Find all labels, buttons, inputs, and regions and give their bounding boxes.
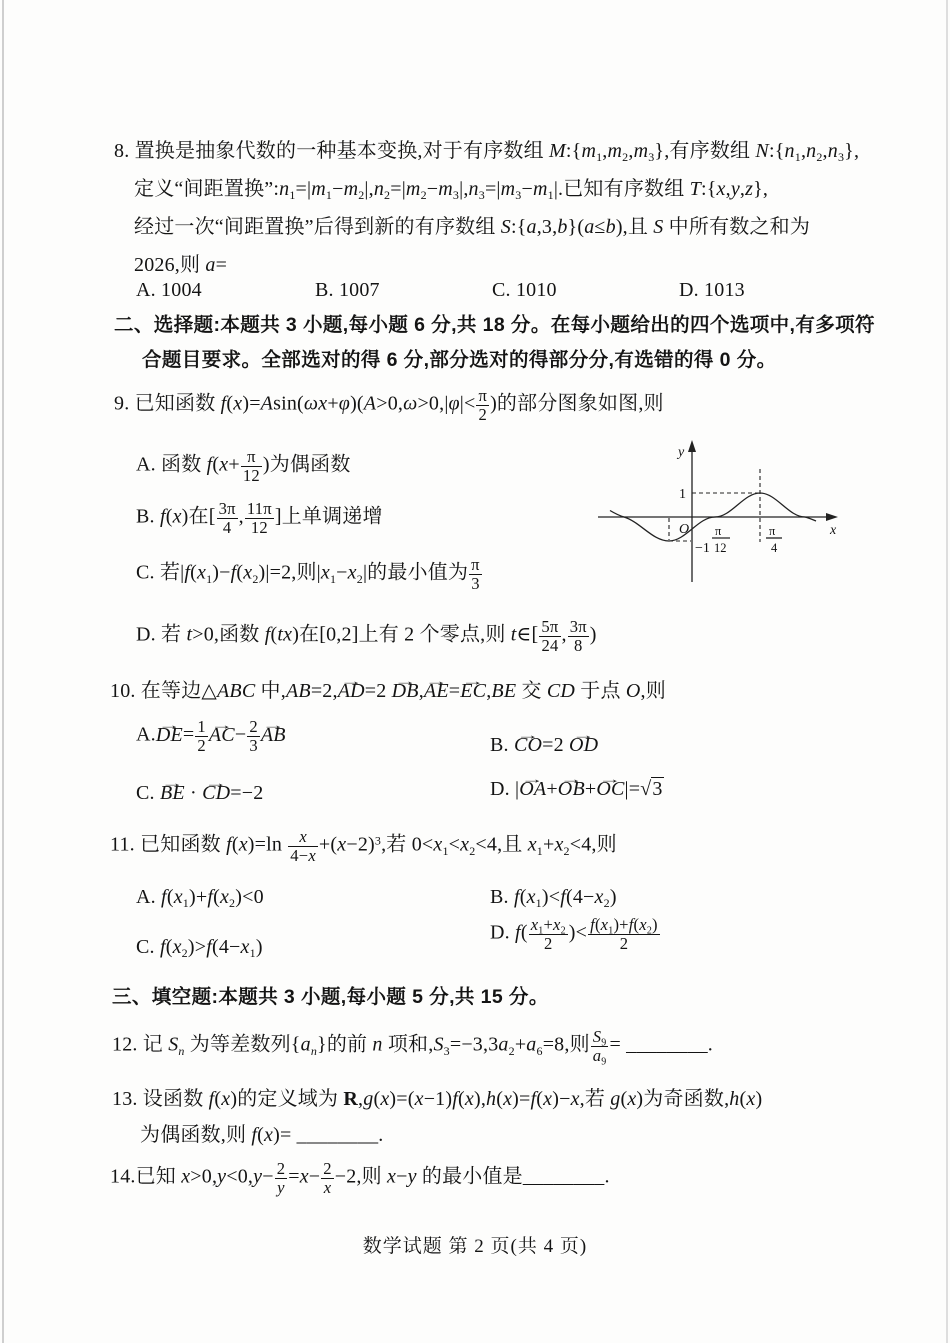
section-3-header: 三、填空题:本题共 3 小题,每小题 5 分,共 15 分。	[112, 986, 549, 1008]
x-axis-label: x	[830, 523, 837, 538]
question-10-option-a: A.→ DE= $\frac{1}{2}$ → AC− $\frac{2}{3}$ → AB	[136, 718, 286, 755]
y-axis-label: y	[678, 445, 685, 460]
tick2-denominator: 4	[771, 541, 778, 555]
question-8-line-4: 2026,则 a=	[134, 254, 228, 276]
question-8-line-3: 经过一次“间距置换”后得到新的有序数组 S:{a,3,b}(a≤b),且 S 中所有数之和为	[134, 216, 811, 238]
question-14-stem: 14.已知 x>0,y<0,y− $\frac{2}{y}$ =x− $\frac{2}{x}$ −2,则 x−y 的最小值是________.	[110, 1159, 610, 1197]
tick2-numerator: π	[769, 524, 776, 538]
question-9-option-a: A. 函数 f(x+ $\frac{\pi}{12}$ )为偶函数	[136, 447, 351, 485]
y-axis-arrow	[688, 440, 696, 452]
q9-function-graph	[590, 436, 850, 586]
question-8-option-a: A. 1004	[136, 279, 202, 301]
question-9-option-c: C. 若$|f(x_1)-f(x_2)|=2$,则$|x_1-x_2|$的最小值为 $\frac{\pi}{3}$	[136, 555, 480, 593]
question-9-option-d: D. 若 t>0,函数 f(tx)在[0,2]上有 2 个零点,则 t∈[ $\frac{5\pi}{24}$ , $\frac{3\pi}{8}$ )	[136, 617, 597, 655]
scan-edge-right	[946, 0, 948, 1343]
question-8-line-1: 8. 置换是抽象代数的一种基本变换,对于有序数组 $M:\{m_1,m_2,m_3\}$,有序数组 $N:\{n_1,n_2,n_3\}$,	[114, 140, 860, 165]
tick1-numerator: π	[715, 524, 722, 538]
question-8-line-2: 定义“间距置换$”:n_1=|m_1-m_2|,n_2=|m_2-m_3|,n_3=|m_3-m_1|$.已知有序数组 T:{x,y,z},	[134, 178, 769, 203]
page-footer: 数学试题 第 2 页(共 4 页)	[362, 1236, 588, 1257]
question-11-option-c: C. $f(x_2)>f(4-x_1)$	[136, 936, 263, 961]
x-axis-arrow	[826, 513, 838, 521]
tick1-denominator: 12	[714, 541, 727, 555]
question-11-stem: 11. 已知函数 f(x)=ln $\frac{x}{4-x}$ $+(x-2)^3$,若 $0<x_1<x_2<4$,且 $x_1+x_2<4$,则	[110, 827, 617, 865]
question-9-option-b: B. f(x)在[ $\frac{3\pi}{4}$ , $\frac{11\pi}{12}$ ]上单调递增	[136, 499, 383, 537]
y-max-tick-label: 1	[679, 487, 686, 502]
question-10-option-c: C. → BE · → CD=−2	[136, 780, 263, 807]
question-11-option-d: D. f( $\frac{x_1+x_2}{2}$ )< $\frac{f(x_1)+f(x_2)}{2}$	[490, 915, 658, 953]
section-2-header-line-1: 二、选择题:本题共 3 小题,每小题 6 分,共 18 分。在每小题给出的四个选项中,有多项符	[114, 314, 875, 336]
y-min-tick-label: −1	[695, 541, 710, 556]
question-10-stem: 10. 在等边△ABC 中,AB=2,→ AD=2 → DB,→ AE=→ EC,BE 交 CD 于点 O,则	[110, 678, 666, 705]
question-9-stem: 9. 已知函数 f(x)=Asin(ωx+φ)(A>0,ω>0,|φ|< $\frac{\pi}{2}$ )的部分图象如图,则	[114, 386, 664, 424]
question-10-option-b: B. → CO=2 → OD	[490, 732, 598, 759]
question-10-option-d: D. |→ OA+→ OB+→ OC|=√3	[490, 776, 664, 803]
question-8-option-c: C. 1010	[492, 279, 557, 301]
question-11-option-b: B. $f(x_1)<f(4-x_2)$	[490, 886, 617, 911]
scan-edge-left	[2, 0, 4, 1343]
question-11-option-a: A. $f(x_1)+f(x_2)<0$	[136, 886, 264, 911]
question-8-option-d: D. 1013	[679, 279, 745, 301]
question-13-line-2: 为偶函数,则 f(x)= ________.	[140, 1124, 384, 1146]
question-8-option-b: B. 1007	[315, 279, 380, 301]
question-12-stem: 12. 记 $S_n$ 为等差数列$\{a_n\}$的前 n 项和$,S_3=-3,3a_2+a_6=8$,则 $\frac{S_9}{a_9}$ = ________.	[112, 1027, 713, 1068]
x-tick-pi-over-12	[712, 524, 730, 555]
question-13-line-1: 13. 设函数 f(x)的定义域为 R,g(x)=(x−1)f(x),h(x)=f(x)−x,若 g(x)为奇函数,h(x)	[112, 1088, 763, 1110]
x-tick-pi-over-4	[766, 524, 782, 555]
origin-label: O	[679, 522, 690, 537]
section-2-header-line-2: 合题目要求。全部选对的得 6 分,部分选对的得部分分,有选错的得 0 分。	[142, 349, 777, 371]
